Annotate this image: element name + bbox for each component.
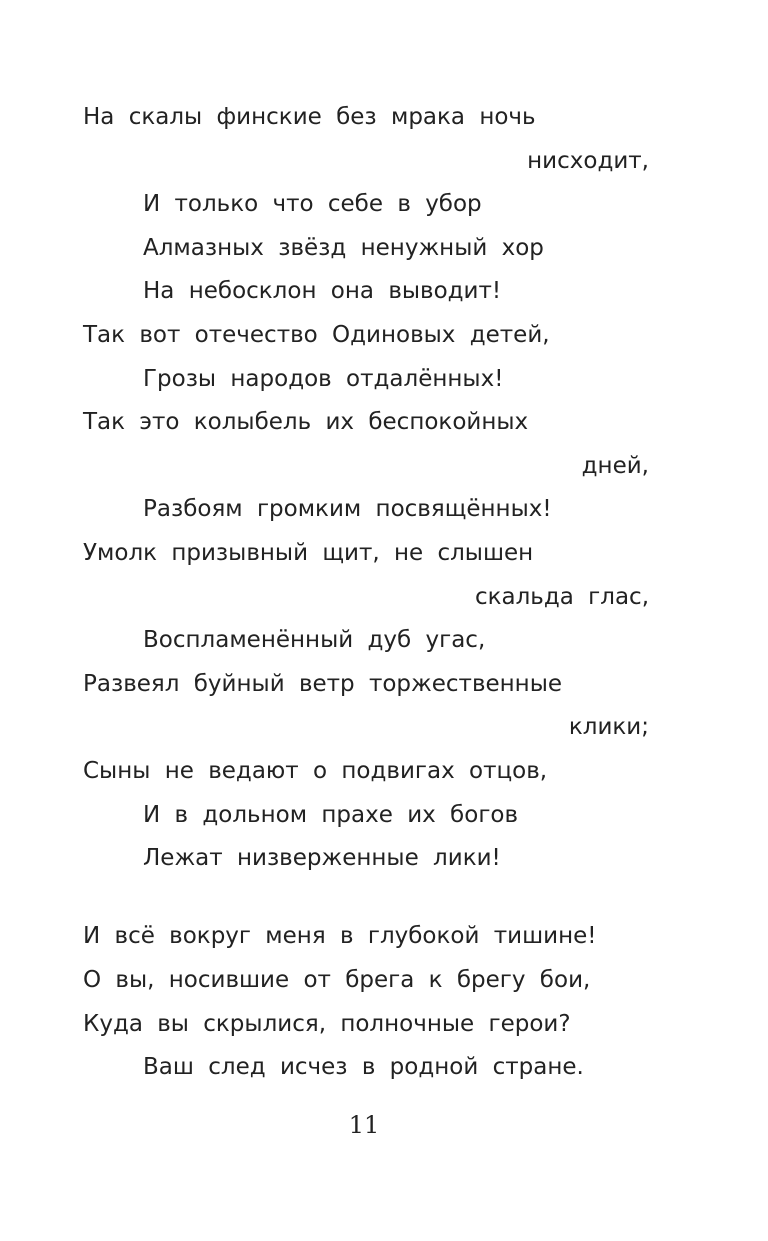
poem-line: На скалы финские без мрака ночь (83, 104, 536, 130)
poem-line: Сыны не ведают о подвигах отцов, (83, 757, 548, 784)
poem-line: Развеял буйный ветр торжественные (83, 670, 563, 697)
poem-line: Умолк призывный щит, не слышен (83, 539, 534, 566)
poem-line: На небосклон она выводит! (143, 278, 502, 305)
poem-line-continuation: нисходит, (527, 147, 649, 174)
poem-line-continuation: клики; (568, 714, 649, 741)
poem-line: И в дольном прахе их богов (143, 801, 519, 828)
poem-line: Куда вы скрылися, полночные герои? (83, 1010, 571, 1037)
poem-line: Разбоям громким посвящённых! (143, 496, 552, 523)
poem-line: Ваш след исчез в родной стране. (143, 1054, 584, 1081)
poem-line: Алмазных звёзд ненужный хор (143, 234, 544, 261)
poem-line: И только что себе в убор (143, 191, 482, 218)
poem-text (83, 96, 649, 1090)
poem-line: Воспламенённый дуб угас, (143, 627, 486, 654)
poem-line: И всё вокруг меня в глубокой тишине! (83, 923, 597, 950)
poem-line: О вы, носившие от брега к брегу бои, (83, 966, 591, 993)
page-number: 11 (348, 1111, 380, 1139)
poem-line: Так вот отечество Одиновых детей, (83, 321, 550, 348)
poem-line: Лежат низверженные лики! (143, 845, 501, 872)
poem-line: Грозы народов отдалённых! (143, 365, 504, 392)
stanza-break (83, 881, 649, 916)
poem-line-continuation: скальда глас, (474, 583, 649, 610)
poem-line: Так это колыбель их беспокойных (83, 409, 529, 436)
poem-line-continuation: дней, (581, 452, 649, 479)
